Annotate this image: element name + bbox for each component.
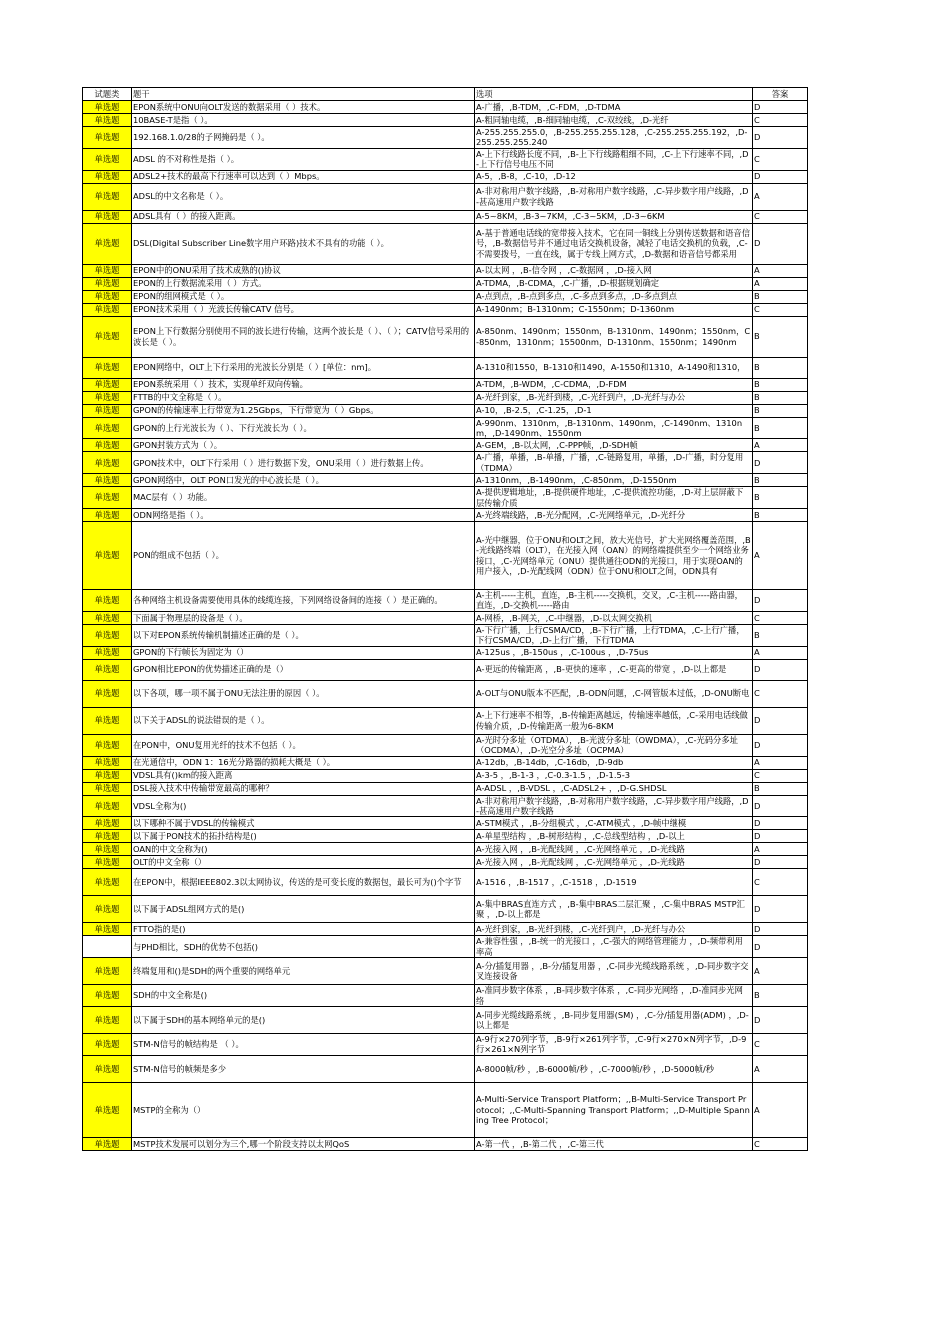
options-cell: A-3-5 ，,B-1-3 ，,C-0.3-1.5 ，,D-1.5-3 — [475, 769, 753, 782]
question-type-cell: 单选题 — [83, 769, 132, 782]
question-text-cell: 以下对EPON系统传输机制描述正确的是（ ）。 — [132, 624, 475, 646]
table-row — [83, 611, 808, 624]
options-cell: A-准同步数字体系 ，,B-同步数字体系 ，,C-同步光网络 ，,D-准同步光网络 — [475, 985, 753, 1007]
question-type-cell: 单选题 — [83, 896, 132, 923]
header-type: 试题类 — [83, 88, 132, 101]
options-cell: A-125us ，,B-150us ，,C-100us ，,D-75us — [475, 646, 753, 659]
question-type-cell: 单选题 — [83, 1006, 132, 1033]
options-cell: A-TDMA，,B-CDMA，,C-广播，,D-根据规划确定 — [475, 277, 753, 290]
options-cell: A-基于普通电话线的宽带接入技术，它在同一铜线上分别传送数据和语音信号，,B-数据信号并不通过电话交换机设备，减轻了电话交换机的负载，,C-不需要拨号，一直在线，属于专线上网方式，,D-数据和语音信号都采用 — [475, 223, 753, 264]
question-text-cell: OLT的中文全称（） — [132, 856, 475, 869]
question-type-cell: 单选题 — [83, 378, 132, 391]
question-type-cell: 单选题 — [83, 474, 132, 487]
question-text-cell: FTTO指的是() — [132, 923, 475, 936]
question-type-cell: 单选题 — [83, 856, 132, 869]
options-cell: A-粗同轴电缆，,B-细同轴电缆，,C-双绞线，,D-光纤 — [475, 114, 753, 127]
table-row — [83, 417, 808, 439]
question-text-cell: 下面属于物理层的设备是（ ）。 — [132, 611, 475, 624]
options-cell: A-广播，,B-TDM，,C-FDM，,D-TDMA — [475, 101, 753, 114]
question-type-cell: 单选题 — [83, 148, 132, 170]
options-cell: A-网桥，,B-网关，,C-中继器，,D-以太网交换机 — [475, 611, 753, 624]
options-cell: A-非对称用户数字线路，,B-对称用户数字线路，,C-异步数字用户线路，,D-甚高速用户数字线路 — [475, 795, 753, 817]
options-cell: A-同步光缆线路系统 ，,B-同步复用器(SM) ，,C-分/插复用器(ADM) ，,D-以上都是 — [475, 1006, 753, 1033]
options-cell: A-单星型结构 ，,B-树形结构 ，,C-总线型结构 ，,D-以上 — [475, 830, 753, 843]
options-cell: A-光纤到家，,B-光纤到楼，,C-光纤到户，,D-光纤与办公 — [475, 923, 753, 936]
table-row — [83, 843, 808, 856]
options-cell: A-1516 ，,B-1517 ，,C-1518 ，,D-1519 — [475, 869, 753, 896]
header-answer: 答案 — [753, 88, 808, 101]
table-row — [83, 487, 808, 509]
question-text-cell: GPON的下行帧长为固定为（） — [132, 646, 475, 659]
answer-cell: D — [753, 795, 808, 817]
options-cell: A-第一代 ，,B-第二代 ，,C-第三代 — [475, 1137, 753, 1150]
question-text-cell: 以下哪种不属于VDSL的传输模式 — [132, 817, 475, 830]
table-row — [83, 474, 808, 487]
table-row — [83, 452, 808, 474]
answer-cell: B — [753, 487, 808, 509]
answer-cell: A — [753, 264, 808, 277]
answer-cell: D — [753, 101, 808, 114]
question-type-cell: 单选题 — [83, 417, 132, 439]
question-text-cell: PON的组成不包括（ ）。 — [132, 522, 475, 590]
question-type-cell: 单选题 — [83, 522, 132, 590]
answer-cell: B — [753, 417, 808, 439]
question-type-cell: 单选题 — [83, 707, 132, 734]
header-options: 选项 — [475, 88, 753, 101]
question-text-cell: 终端复用和()是SDH的两个重要的网络单元 — [132, 958, 475, 985]
question-type-cell: 单选题 — [83, 101, 132, 114]
question-type-cell: 单选题 — [83, 439, 132, 452]
question-type-cell: 单选题 — [83, 958, 132, 985]
answer-cell: A — [753, 646, 808, 659]
table-row — [83, 936, 808, 958]
question-text-cell: EPON中的ONU采用了技术成熟的()协议 — [132, 264, 475, 277]
table-row — [83, 856, 808, 869]
options-cell: A-提供逻辑地址，,B-提供硬件地址，,C-提供流控功能，,D-对上层屏蔽下层传输介质 — [475, 487, 753, 509]
question-type-cell: 单选题 — [83, 509, 132, 522]
question-text-cell: 以下属于PON技术的拓扑结构是() — [132, 830, 475, 843]
question-text-cell: VDSL具有()km的接入距离 — [132, 769, 475, 782]
table-row — [83, 646, 808, 659]
table-row — [83, 896, 808, 923]
question-type-cell: 单选题 — [83, 795, 132, 817]
question-type-cell: 单选题 — [83, 611, 132, 624]
table-row — [83, 869, 808, 896]
question-type-cell: 单选题 — [83, 487, 132, 509]
question-text-cell: ADSL2+技术的最高下行速率可以达到（ ）Mbps。 — [132, 170, 475, 183]
answer-cell: B — [753, 378, 808, 391]
table-row — [83, 277, 808, 290]
question-text-cell: VDSL全称为() — [132, 795, 475, 817]
question-text-cell: EPON系统采用（ ）技术，实现单纤双向传输。 — [132, 378, 475, 391]
options-cell: A-8000帧/秒 ，,B-6000帧/秒 ，,C-7000帧/秒 ，,D-5000帧/秒 — [475, 1055, 753, 1082]
header-question: 题干 — [132, 88, 475, 101]
answer-cell: D — [753, 734, 808, 756]
table-row — [83, 795, 808, 817]
table-row — [83, 439, 808, 452]
question-type-cell: 单选题 — [83, 782, 132, 795]
options-cell: A-ADSL ，,B-VDSL ，,C-ADSL2+ ，,D-G.SHDSL — [475, 782, 753, 795]
question-type-cell: 单选题 — [83, 223, 132, 264]
answer-cell: A — [753, 843, 808, 856]
answer-cell: D — [753, 659, 808, 680]
question-table — [82, 87, 808, 1151]
question-type-cell: 单选题 — [83, 756, 132, 769]
answer-cell: D — [753, 817, 808, 830]
table-row — [83, 1082, 808, 1137]
question-text-cell: 以下各项，哪一项不属于ONU无法注册的原因（ ）。 — [132, 680, 475, 707]
header-row — [83, 88, 808, 101]
question-text-cell: 与PHD相比，SDH的优势不包括() — [132, 936, 475, 958]
question-type-cell: 单选题 — [83, 127, 132, 149]
question-type-cell: 单选题 — [83, 170, 132, 183]
question-text-cell: EPON上下行数据分别使用不同的波长进行传输，这两个波长是（ ）、（ ）；CATV信号采用的波长是（ ）。 — [132, 316, 475, 357]
options-cell: A-5~8KM，,B-3~7KM，,C-3~5KM，,D-3~6KM — [475, 210, 753, 223]
options-cell: A-1310nm，,B-1490nm，,C-850nm，,D-1550nm — [475, 474, 753, 487]
question-type-cell: 单选题 — [83, 923, 132, 936]
options-cell: A-更远的传输距离 ，,B-更快的速率 ，,C-更高的带宽 ，,D-以上都是 — [475, 659, 753, 680]
answer-cell: C — [753, 1033, 808, 1055]
question-table-body — [83, 88, 808, 1151]
question-text-cell: MAC层有（ ）功能。 — [132, 487, 475, 509]
question-type-cell: 单选题 — [83, 830, 132, 843]
question-type-cell: 单选题 — [83, 843, 132, 856]
table-row — [83, 782, 808, 795]
answer-cell: A — [753, 756, 808, 769]
table-row — [83, 1006, 808, 1033]
options-cell: A-主机-----主机，直连，,B-主机-----交换机，交叉，,C-主机-----路由器，直连，,D-交换机-----路由 — [475, 590, 753, 612]
options-cell: A-STM模式 ，,B-分组模式 ，,C-ATM模式 ，,D-帧中继模 — [475, 817, 753, 830]
options-cell: A-光接入网 ，,B-光配线网 ，,C-光网络单元 ，,D-光线路 — [475, 843, 753, 856]
table-row — [83, 210, 808, 223]
options-cell: A-Multi-Service Transport Platform；,,B-Multi-Service Transport Protocol；,,C-Multi-Spanning Transport Platform；,,D-Multiple Spanning Tree Protocol； — [475, 1082, 753, 1137]
options-cell: A-光时分多址（OTDMA），,B-光波分多址（OWDMA），,C-光码分多址（OCDMA），,D-光空分多址（OCPMA） — [475, 734, 753, 756]
question-type-cell: 单选题 — [83, 646, 132, 659]
table-row — [83, 127, 808, 149]
options-cell: A-1310和1550，B-1310和1490，A-1550和1310，A-1490和1310， — [475, 357, 753, 378]
table-row — [83, 509, 808, 522]
options-cell: A-TDM，,B-WDM，,C-CDMA，,D-FDM — [475, 378, 753, 391]
question-text-cell: STM-N信号的帧频是多少 — [132, 1055, 475, 1082]
answer-cell: C — [753, 1137, 808, 1150]
question-text-cell: 在EPON中，根据IEEE802.3以太网协议，传送的是可变长度的数据包，最长可为()个字节 — [132, 869, 475, 896]
question-text-cell: EPON系统中ONU向OLT发送的数据采用（ ）技术。 — [132, 101, 475, 114]
answer-cell: B — [753, 391, 808, 404]
question-text-cell: EPON的上行数据流采用（ ）方式。 — [132, 277, 475, 290]
table-row — [83, 734, 808, 756]
question-type-cell: 单选题 — [83, 264, 132, 277]
table-row — [83, 170, 808, 183]
question-text-cell: 10BASE-T是指（ ）。 — [132, 114, 475, 127]
table-row — [83, 223, 808, 264]
table-row — [83, 590, 808, 612]
question-text-cell: ADSL具有（ ）的接入距离。 — [132, 210, 475, 223]
answer-cell: C — [753, 769, 808, 782]
answer-cell: A — [753, 277, 808, 290]
options-cell: A-非对称用户数字线路，,B-对称用户数字线路，,C-异步数字用户线路，,D-甚高速用户数字线路 — [475, 183, 753, 210]
question-type-cell: 单选题 — [83, 1055, 132, 1082]
table-row — [83, 769, 808, 782]
table-row — [83, 659, 808, 680]
question-type-cell: 单选题 — [83, 404, 132, 417]
answer-cell: C — [753, 869, 808, 896]
table-row — [83, 923, 808, 936]
question-type-cell: 单选题 — [83, 452, 132, 474]
answer-cell: D — [753, 830, 808, 843]
question-text-cell: 各种网络主机设备需要使用具体的线缆连接，下列网络设备间的连接（ ）是正确的。 — [132, 590, 475, 612]
options-cell: A-集中BRAS直连方式 ，,B-集中BRAS二层汇聚 ，,C-集中BRAS MSTP汇聚 ，,D-以上都是 — [475, 896, 753, 923]
options-cell: A-下行广播，上行CSMA/CD，,B-下行广播，上行TDMA，,C-上行广播，下行CSMA/CD，,D-上行广播，下行TDMA — [475, 624, 753, 646]
answer-cell: D — [753, 127, 808, 149]
options-cell: A-850nm、1490nm；1550nm，B-1310nm、1490nm；1550nm，C-850nm，1310nm；15500nm，D-1310nm、1550nm；1490nm — [475, 316, 753, 357]
question-type-cell: 单选题 — [83, 734, 132, 756]
options-cell: A-1490nm；B-1310nm；C-1550nm；D-1360nm — [475, 303, 753, 316]
question-type-cell: 单选题 — [83, 391, 132, 404]
question-text-cell: DSL接入技术中传输带宽最高的哪种？ — [132, 782, 475, 795]
table-row — [83, 357, 808, 378]
question-text-cell: EPON的组网模式是（ ）。 — [132, 290, 475, 303]
answer-cell: B — [753, 357, 808, 378]
options-cell: A-上下行速率不相等，,B-传输距离越远，传输速率越低，,C-采用电话线做传输介质，,D-传输距离一般为6-8KM — [475, 707, 753, 734]
options-cell: A-光中继器，位于ONU和OLT之间，放大光信号，扩大光网络覆盖范围，,B-光线路终端（OLT），在光接入网（OAN）的网络端提供至少一个网络业务接口，,C-光网络单元（ONU）提供通往ODN的光接口，用于实现OAN的用户接入，,D-光配线网（ODN）位于ONU和OLT之间，ODN具有 — [475, 522, 753, 590]
question-type-cell: 单选题 — [83, 303, 132, 316]
answer-cell: D — [753, 1006, 808, 1033]
answer-cell: B — [753, 474, 808, 487]
answer-cell: B — [753, 404, 808, 417]
question-type-cell: 单选题 — [83, 316, 132, 357]
answer-cell: A — [753, 522, 808, 590]
answer-cell: A — [753, 183, 808, 210]
table-row — [83, 101, 808, 114]
table-row — [83, 1137, 808, 1150]
options-cell: A-以太网 ，,B-信令网 ，,C-数据网 ，,D-接入网 — [475, 264, 753, 277]
question-text-cell: GPON封装方式为（ ）。 — [132, 439, 475, 452]
answer-cell: A — [753, 1055, 808, 1082]
options-cell: A-上下行线路长度不同，,B-上下行线路粗细不同，,C-上下行速率不同，,D-上下行信号电压不同 — [475, 148, 753, 170]
answer-cell: C — [753, 210, 808, 223]
options-cell: A-分/插复用器 ，,B-分/插复用器 ，,C-同步光缆线路系统 ，,D-同步数字交叉连接设备 — [475, 958, 753, 985]
table-row — [83, 707, 808, 734]
table-row — [83, 522, 808, 590]
question-type-cell: 单选题 — [83, 210, 132, 223]
answer-cell: D — [753, 936, 808, 958]
table-row — [83, 817, 808, 830]
options-cell: A-OLT与ONU版本不匹配，,B-ODN问题，,C-网管版本过低，,D-ONU断电 — [475, 680, 753, 707]
question-text-cell: DSL(Digital Subscriber Line数字用户环路)技术不具有的功能（ ）。 — [132, 223, 475, 264]
question-text-cell: 以下关于ADSL的说法错误的是（ ）。 — [132, 707, 475, 734]
question-type-cell: 单选题 — [83, 114, 132, 127]
answer-cell: C — [753, 114, 808, 127]
answer-cell: A — [753, 958, 808, 985]
options-cell: A-光纤到家，,B-光纤到楼，,C-光纤到户，,D-光纤与办公 — [475, 391, 753, 404]
options-cell: A-GEM，,B-以太网，,C-PPP帧，,D-SDH帧 — [475, 439, 753, 452]
table-row — [83, 958, 808, 985]
options-cell: A-12db，,B-14db，,C-16db，,D-9db — [475, 756, 753, 769]
question-type-cell — [83, 936, 132, 958]
options-cell: A-990nm、1310nm，,B-1310nm、1490nm，,C-1490nm、1310nm，,D-1490nm、1550nm — [475, 417, 753, 439]
table-row — [83, 1055, 808, 1082]
answer-cell: D — [753, 923, 808, 936]
question-text-cell: ADSL的中文名称是（ ）。 — [132, 183, 475, 210]
table-row — [83, 303, 808, 316]
table-row — [83, 1033, 808, 1055]
options-cell: A-9行×270列字节，,B-9行×261列字节，,C-9行×270×N列字节，,D-9行×261×N列字节 — [475, 1033, 753, 1055]
table-row — [83, 290, 808, 303]
answer-cell: D — [753, 856, 808, 869]
answer-cell: C — [753, 303, 808, 316]
answer-cell: A — [753, 439, 808, 452]
answer-cell: B — [753, 290, 808, 303]
options-cell: A-点到点，,B-点到多点，,C-多点到多点，,D-多点到点 — [475, 290, 753, 303]
table-row — [83, 264, 808, 277]
question-type-cell: 单选题 — [83, 659, 132, 680]
question-text-cell: MSTP技术发展可以划分为三个,哪一个阶段支持以太网QoS — [132, 1137, 475, 1150]
options-cell: A-光接入网 ，,B-光配线网 ，,C-光网络单元 ，,D-光线路 — [475, 856, 753, 869]
question-type-cell: 单选题 — [83, 290, 132, 303]
question-type-cell: 单选题 — [83, 1033, 132, 1055]
question-type-cell: 单选题 — [83, 624, 132, 646]
options-cell: A-5，,B-8，,C-10，,D-12 — [475, 170, 753, 183]
options-cell: A-兼容性强 ，,B-统一的光接口 ，,C-强大的网络管理能力 ，,D-频带利用率高 — [475, 936, 753, 958]
table-row — [83, 391, 808, 404]
table-row — [83, 830, 808, 843]
question-type-cell: 单选题 — [83, 1082, 132, 1137]
question-text-cell: 在PON中，ONU复用光纤的技术不包括（ ）。 — [132, 734, 475, 756]
answer-cell: B — [753, 509, 808, 522]
question-type-cell: 单选题 — [83, 357, 132, 378]
question-text-cell: SDH的中文全称是() — [132, 985, 475, 1007]
answer-cell: D — [753, 590, 808, 612]
question-text-cell: OAN的中文全称为() — [132, 843, 475, 856]
question-text-cell: ADSL 的不对称性是指（ ）。 — [132, 148, 475, 170]
answer-cell: D — [753, 223, 808, 264]
question-type-cell: 单选题 — [83, 277, 132, 290]
question-type-cell: 单选题 — [83, 680, 132, 707]
answer-cell: D — [753, 170, 808, 183]
question-text-cell: GPON技术中，OLT下行采用（ ）进行数据下发，ONU采用（ ）进行数据上传。 — [132, 452, 475, 474]
answer-cell: C — [753, 680, 808, 707]
question-type-cell: 单选题 — [83, 183, 132, 210]
answer-cell: C — [753, 611, 808, 624]
options-cell: A-255.255.255.0，,B-255.255.255.128，,C-255.255.255.192，,D-255.255.255.240 — [475, 127, 753, 149]
question-text-cell: FTTB的中文全称是（ ）。 — [132, 391, 475, 404]
answer-cell: B — [753, 782, 808, 795]
table-row — [83, 316, 808, 357]
question-text-cell: EPON技术采用（ ）光波长传输CATV 信号。 — [132, 303, 475, 316]
table-row — [83, 680, 808, 707]
table-row — [83, 183, 808, 210]
question-text-cell: GPON的传输速率上行带宽为1.25Gbps，下行带宽为（ ）Gbps。 — [132, 404, 475, 417]
options-cell: A-广播，单播，,B-单播，广播，,C-链路复用，单播，,D-广播，时分复用（TDMA） — [475, 452, 753, 474]
table-row — [83, 148, 808, 170]
answer-cell: D — [753, 452, 808, 474]
question-text-cell: 192.168.1.0/28的子网掩码是（ ）。 — [132, 127, 475, 149]
answer-cell: B — [753, 985, 808, 1007]
answer-cell: D — [753, 896, 808, 923]
question-text-cell: GPON的上行光波长为（ ）、下行光波长为（ ）。 — [132, 417, 475, 439]
options-cell: A-10，,B-2.5，,C-1.25，,D-1 — [475, 404, 753, 417]
table-row — [83, 624, 808, 646]
question-text-cell: GPON网络中，OLT PON口发光的中心波长是（ ）。 — [132, 474, 475, 487]
question-text-cell: STM-N信号的帧结构是 （ ）。 — [132, 1033, 475, 1055]
question-type-cell: 单选题 — [83, 869, 132, 896]
table-row — [83, 756, 808, 769]
table-row — [83, 404, 808, 417]
question-text-cell: 以下属于SDH的基本网络单元的是() — [132, 1006, 475, 1033]
question-text-cell: EPON网络中，OLT上下行采用的光波长分别是（ ）[单位：nm]。 — [132, 357, 475, 378]
answer-cell: B — [753, 316, 808, 357]
table-row — [83, 378, 808, 391]
question-type-cell: 单选题 — [83, 985, 132, 1007]
question-type-cell: 单选题 — [83, 590, 132, 612]
question-text-cell: ODN网络是指（ ）。 — [132, 509, 475, 522]
answer-cell: B — [753, 624, 808, 646]
question-text-cell: 以下属于ADSL组网方式的是() — [132, 896, 475, 923]
options-cell: A-光终端线路，,B-光分配网，,C-光网络单元，,D-光纤分 — [475, 509, 753, 522]
table-row — [83, 114, 808, 127]
answer-cell: A — [753, 1082, 808, 1137]
question-type-cell: 单选题 — [83, 817, 132, 830]
table-row — [83, 985, 808, 1007]
question-type-cell: 单选题 — [83, 1137, 132, 1150]
question-text-cell: GPON相比EPON的优势描述正确的是（） — [132, 659, 475, 680]
answer-cell: C — [753, 148, 808, 170]
question-text-cell: 在光通信中，ODN 1：16光分路器的损耗大概是（ ）。 — [132, 756, 475, 769]
question-text-cell: MSTP的全称为（） — [132, 1082, 475, 1137]
answer-cell: D — [753, 707, 808, 734]
